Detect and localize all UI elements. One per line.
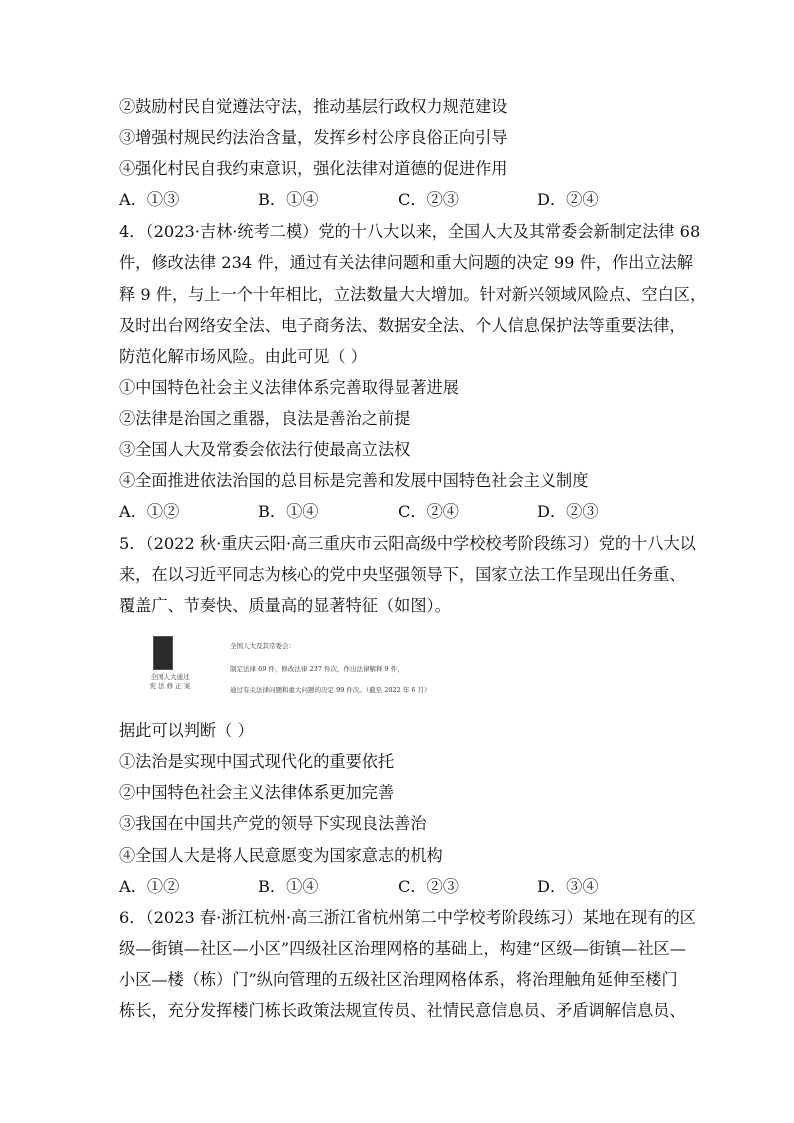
q4-option-d: D．②③ — [537, 502, 599, 521]
q5-stem-line: 来，在以习近平同志为核心的党中央坚强领导下，国家立法工作呈现出任务重、 — [119, 565, 686, 584]
q4-item-1: ①中国特色社会主义法律体系完善取得显著进展 — [119, 378, 459, 397]
q4-item-3: ③全国人大及常委会依法行使最高立法权 — [119, 440, 411, 459]
q3-option-d: D．②④ — [537, 190, 599, 209]
q4-stem-line: 防范化解市场风险。由此可见（ ） — [119, 347, 367, 366]
q5-stem-line: 覆盖广、节奏快、质量高的显著特征（如图）。 — [119, 596, 451, 615]
q6-stem-line: 级—街镇—社区—小区”四级社区治理网格的基础上，构建“区级—街镇—社区— — [119, 939, 686, 958]
q5-option-b: B．①④ — [258, 877, 319, 896]
figure-text-line: 全国人大及其常委会： — [230, 642, 295, 650]
figure-caption: 全国人大通过 — [150, 673, 190, 681]
q5-item-4: ④全国人大是将人民意愿变为国家意志的机构 — [119, 846, 443, 865]
q5-item-2: ②中国特色社会主义法律体系更加完善 — [119, 783, 395, 802]
q5-item-1: ①法治是实现中国式现代化的重要依托 — [119, 752, 395, 771]
q5-item-3: ③我国在中国共产党的领导下实现良法善治 — [119, 814, 427, 833]
q4-item-2: ②法律是治国之重器，良法是善治之前提 — [119, 409, 411, 428]
q6-stem-line: 小区—楼（栋）门”纵向管理的五级社区治理网格体系，将治理触角延伸至楼门 — [119, 970, 678, 989]
constitution-book-icon — [153, 636, 173, 670]
q4-stem-line: 及时出台网络安全法、电子商务法、数据安全法、个人信息保护法等重要法律， — [119, 316, 686, 335]
q5-options — [119, 877, 679, 897]
q5-option-a: A．①② — [119, 877, 180, 896]
q4-options — [119, 502, 679, 522]
q3-item-4: ④强化村民自我约束意识，强化法律对道德的促进作用 — [119, 159, 508, 178]
q6-stem-line: 6．（2023 春·浙江杭州·高三浙江省杭州第二中学校考阶段练习）某地在现有的区 — [119, 908, 696, 927]
q5-stem-line: 5．（2022 秋·重庆云阳·高三重庆市云阳高级中学校校考阶段练习）党的十八大以 — [119, 534, 696, 553]
q3-item-3: ③增强村规民约法治含量，发挥乡村公序良俗正向引导 — [119, 128, 508, 147]
q6-stem-line: 栋长，充分发挥楼门栋长政策法规宣传员、社情民意信息员、矛盾调解信息员、 — [119, 1001, 686, 1020]
figure-caption: 宪 法 修 正 案 — [149, 682, 191, 690]
figure-text-line: 制定法律 69 件，修改法律 237 件次，作出法律解释 9 件， — [230, 665, 404, 673]
q4-option-b: B．①④ — [258, 502, 319, 521]
figure-text-line: 通过有关法律问题和重大问题的决定 99 件次。（截至 2022 年 6 月） — [230, 686, 431, 694]
q4-item-4: ④全面推进依法治国的总目标是完善和发展中国特色社会主义制度 — [119, 471, 589, 490]
q4-option-c: C．②④ — [398, 502, 459, 521]
q5-option-c: C．②③ — [398, 877, 459, 896]
q4-option-a: A．①② — [119, 502, 180, 521]
q5-prompt: 据此可以判断（ ） — [119, 721, 254, 740]
q3-option-a: A．①③ — [119, 190, 180, 209]
q3-option-c: C．②③ — [398, 190, 459, 209]
q4-stem-line: 4．（2023·吉林·统考二模）党的十八大以来，全国人大及其常委会新制定法律 68 — [119, 222, 701, 241]
q4-stem-line: 件，修改法律 234 件，通过有关法律问题和重大问题的决定 99 件，作出立法解 — [119, 253, 693, 272]
q3-item-2: ②鼓励村民自觉遵法守法，推动基层行政权力规范建设 — [119, 97, 508, 116]
q4-stem-line: 释 9 件，与上一个十年相比，立法数量大大增加。针对新兴领域风险点、空白区， — [119, 285, 707, 304]
q5-figure — [140, 630, 460, 700]
q3-option-b: B．①④ — [258, 190, 319, 209]
q3-options — [119, 190, 679, 210]
q5-option-d: D．③④ — [537, 877, 599, 896]
